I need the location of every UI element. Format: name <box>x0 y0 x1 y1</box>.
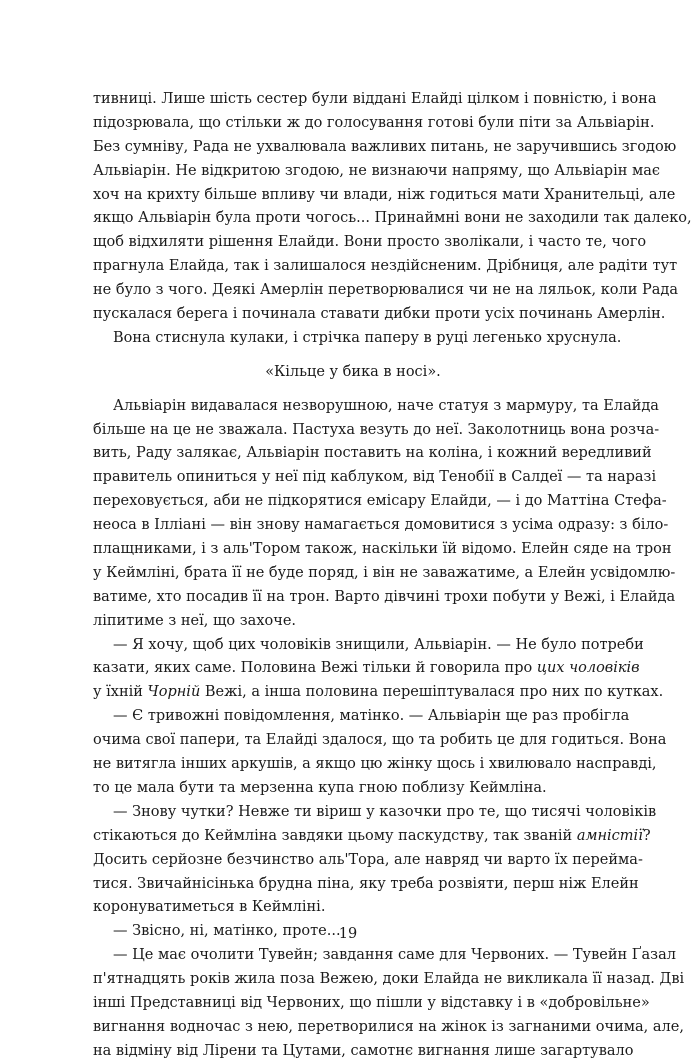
text-line: тивниці. Лише шість сестер були віддані Елайді цілком і повністю, і вона <box>93 91 657 107</box>
text-line: підозрювала, що стільки ж до голосування готові були піти за Альвіарін. <box>93 114 655 131</box>
text-line: казати, яких саме. Половина Вежі тільки й говорила про цих чоловіків <box>93 660 640 677</box>
text-line: коронуватиметься в Кеймліні. <box>93 899 326 916</box>
text-line: — Є тривожні повідомлення, матінко. — Альвіарін ще раз пробігла <box>113 708 630 725</box>
text-line: не було з чого. Деякі Амерлін перетворювалися чи не на ляльок, коли Рада <box>93 282 678 299</box>
text-line: вить, Раду залякає, Альвіарін поставить на коліна, і кожний вередливий <box>93 445 652 462</box>
text-line: неоса в Ілліані — він знову намагається домовитися з усіма одразу: з біло- <box>93 517 669 534</box>
italic-text: амністії <box>576 827 643 844</box>
text-line: Без сумніву, Рада не ухвалювала важливих питань, не заручившись згодою <box>93 138 677 155</box>
text-line: — Я хочу, щоб цих чоловіків знищили, Альвіарін. — Не було потреби <box>113 636 644 653</box>
text-line: переховується, аби не підкорятися емісару Елайди, — і до Маттіна Стефа- <box>93 493 667 510</box>
text-line: ватиме, хто посадив її на трон. Варто дівчині трохи побути у Вежі, і Елайда <box>93 588 676 605</box>
text-line: пускалася берега і починала ставати дибки проти усіх починань Амерлін. <box>93 306 666 323</box>
text-line: хоч на крихту більше впливу чи влади, ніж годиться мати Хранительці, але <box>93 186 676 203</box>
text-line: — Знову чутки? Невже ти віриш у казочки про те, що тисячі чоловіків <box>113 803 657 820</box>
page-number: 19 <box>338 926 358 942</box>
text-line: більше на це не зважала. Пастуха везуть до неї. Заколотниць вона розча- <box>93 421 660 438</box>
text-line: плащниками, і з аль'Тором також, наскільки їй відомо. Елейн сяде на трон <box>93 541 672 558</box>
italic-text: цих чоловіків <box>536 660 640 677</box>
text-line: на відміну від Лірени та Цутами, самотнє вигнання лише загартувало <box>93 1042 634 1059</box>
section-heading: «Кільце у бика в носі». <box>265 363 441 380</box>
text-line: очима свої папери, та Елайді здалося, що та робить це для годиться. Вона <box>93 732 667 749</box>
text-line: Альвіарін видавалася незворушною, наче статуя з мармуру, та Елайда <box>113 397 659 414</box>
text-line: не витягла інших аркушів, а якщо цю жінку щось і хвилювало насправді, <box>93 756 657 773</box>
text-line: щоб відхиляти рішення Елайди. Вони просто зволікали, і часто те, чого <box>93 234 647 251</box>
text-line: прагнула Елайда, так і залишалося нездійсненим. Дрібниця, але радіти тут <box>93 258 678 275</box>
text-line: — Це має очолити Тувейн; завдання саме для Червоних. — Тувейн Ґазал <box>113 947 676 964</box>
italic-text: Чорній <box>147 684 201 701</box>
text-line: вигнання водночас з нею, перетворилися на жінок із загнаними очима, але, <box>93 1018 684 1035</box>
text-line: Альвіарін. Не відкритою згодою, не визнаючи напряму, що Альвіарін має <box>93 162 661 179</box>
text-line: тися. Звичайнісінька брудна піна, яку треба розвіяти, перш ніж Елейн <box>93 875 639 892</box>
text-line: Досить серйозне безчинство аль'Тора, але навряд чи варто їх переймa- <box>93 851 643 868</box>
text-line: Вона стиснула кулаки, і стрічка паперу в руці легенько хруснула. <box>113 329 622 346</box>
text-line: правитель опиниться у неї під каблуком, від Тенобії в Салдеї — та наразі <box>93 469 657 486</box>
text-line: стікаються до Кеймліна завдяки цьому паскудству, так званій амністії? <box>93 827 651 844</box>
text-line: то це мала бути та мерзенна купа гною поблизу Кеймліна. <box>93 779 547 796</box>
body-text <box>93 88 692 1064</box>
text-line: ліпитиме з неї, що захоче. <box>93 612 297 629</box>
text-line: у Кеймліні, брата її не буде поряд, і він не заважатиме, а Елейн усвідомлю- <box>93 564 676 581</box>
text-line: якщо Альвіарін була проти чогось... Принаймні вони не заходили так далеко, <box>93 210 692 227</box>
text-line: п'ятнадцять років жила поза Вежею, доки Елайда не викликала її назад. Дві <box>93 971 685 988</box>
text-line: — Звісно, ні, матінко, проте... <box>113 923 341 940</box>
text-line: у їхній Чорній Вежі, а інша половина перешіптувалася про них по кутках. <box>93 684 664 701</box>
text-line: інші Представниці від Червоних, що пішли у відставку і в «добровільне» <box>93 994 650 1011</box>
